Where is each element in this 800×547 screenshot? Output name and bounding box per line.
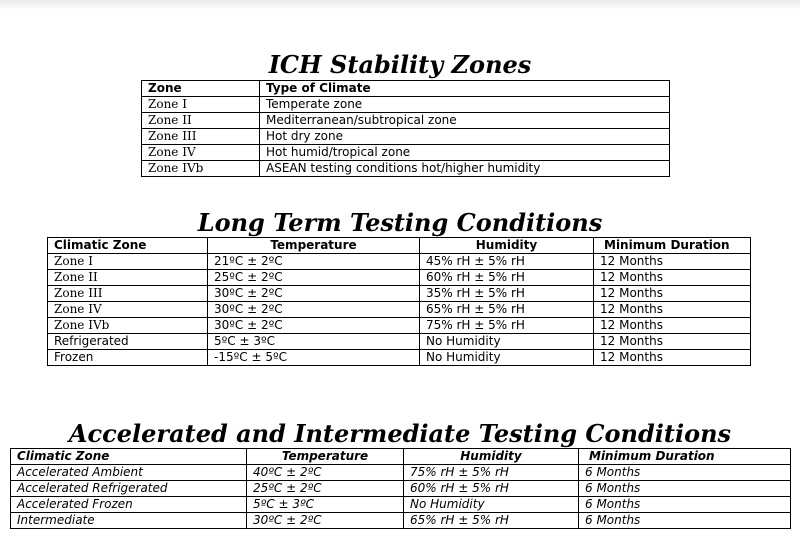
table-cell: 30ºC ± 2ºC [208,318,420,334]
col-header-minimum-duration: Minimum Duration [579,449,791,465]
table-cell: ASEAN testing conditions hot/higher humidity [260,161,670,177]
table-cell: Hot dry zone [260,129,670,145]
table-cell: Zone III [142,129,260,145]
table-cell: No Humidity [420,350,594,366]
table-cell: Zone IVb [142,161,260,177]
table-cell: -15ºC ± 5ºC [208,350,420,366]
table-row [48,334,751,350]
table-cell: 12 Months [594,350,751,366]
col-header-humidity: Humidity [404,449,579,465]
col-header-climatic-zone: Climatic Zone [11,449,247,465]
accelerated-title: Accelerated and Intermediate Testing Conditions [68,419,732,448]
table-row [142,161,670,177]
col-header-temperature: Temperature [247,449,404,465]
table-cell: 40ºC ± 2ºC [247,465,404,481]
table-cell: 21ºC ± 2ºC [208,254,420,270]
col-header-minimum-duration: Minimum Duration [594,238,751,254]
table-row [142,145,670,161]
table-header-row [11,449,791,465]
table-cell: 60% rH ± 5% rH [404,481,579,497]
table-row [48,318,751,334]
table-cell: 25ºC ± 2ºC [208,270,420,286]
table-cell: Accelerated Frozen [11,497,247,513]
table-cell: Hot humid/tropical zone [260,145,670,161]
table-cell: Refrigerated [48,334,208,350]
table-cell: 12 Months [594,270,751,286]
table-header-row [48,238,751,254]
table-cell: 6 Months [579,465,791,481]
table-cell: Frozen [48,350,208,366]
long-term-body [48,254,751,366]
table-row [48,254,751,270]
long-term-title: Long Term Testing Conditions [197,208,603,237]
col-header-humidity: Humidity [420,238,594,254]
table-row [142,113,670,129]
table-cell: Zone III [48,286,208,302]
table-cell: 12 Months [594,302,751,318]
table-row [142,97,670,113]
table-cell: No Humidity [420,334,594,350]
col-header-temperature: Temperature [208,238,420,254]
col-header-climatic-zone: Climatic Zone [48,238,208,254]
table-cell: 12 Months [594,286,751,302]
table-cell: Zone IV [48,302,208,318]
table-row [11,465,791,481]
table-cell: 5ºC ± 3ºC [208,334,420,350]
table-cell: 6 Months [579,513,791,529]
table-cell: 60% rH ± 5% rH [420,270,594,286]
col-header-zone: Zone [142,81,260,97]
table-cell: 12 Months [594,334,751,350]
table-cell: Temperate zone [260,97,670,113]
table-cell: Zone II [48,270,208,286]
table-cell: Zone I [142,97,260,113]
table-row [11,497,791,513]
long-term-table [47,237,751,366]
table-cell: 35% rH ± 5% rH [420,286,594,302]
table-cell: 30ºC ± 2ºC [208,286,420,302]
table-cell: Zone IVb [48,318,208,334]
table-cell: 12 Months [594,254,751,270]
table-cell: 65% rH ± 5% rH [404,513,579,529]
table-cell: Mediterranean/subtropical zone [260,113,670,129]
col-header-climate-type: Type of Climate [260,81,670,97]
table-cell: 6 Months [579,497,791,513]
accelerated-body [11,465,791,529]
table-cell: 65% rH ± 5% rH [420,302,594,318]
table-cell: 25ºC ± 2ºC [247,481,404,497]
table-cell: Zone I [48,254,208,270]
table-cell: 75% rH ± 5% rH [420,318,594,334]
table-row [48,350,751,366]
stability-zones-table [141,80,670,177]
table-cell: 30ºC ± 2ºC [208,302,420,318]
table-row [48,302,751,318]
table-header-row [142,81,670,97]
table-cell: Intermediate [11,513,247,529]
stability-zones-title: ICH Stability Zones [268,50,532,79]
table-cell: Accelerated Refrigerated [11,481,247,497]
table-cell: 30ºC ± 2ºC [247,513,404,529]
table-cell: 75% rH ± 5% rH [404,465,579,481]
table-cell: No Humidity [404,497,579,513]
table-cell: 45% rH ± 5% rH [420,254,594,270]
accelerated-table [10,448,791,529]
table-cell: 12 Months [594,318,751,334]
table-row [48,286,751,302]
table-row [48,270,751,286]
table-row [142,129,670,145]
table-row [11,513,791,529]
table-cell: Zone IV [142,145,260,161]
table-cell: 5ºC ± 3ºC [247,497,404,513]
table-row [11,481,791,497]
table-cell: Accelerated Ambient [11,465,247,481]
stability-zones-body [142,97,670,177]
table-cell: Zone II [142,113,260,129]
page-top-shadow [0,0,800,10]
table-cell: 6 Months [579,481,791,497]
